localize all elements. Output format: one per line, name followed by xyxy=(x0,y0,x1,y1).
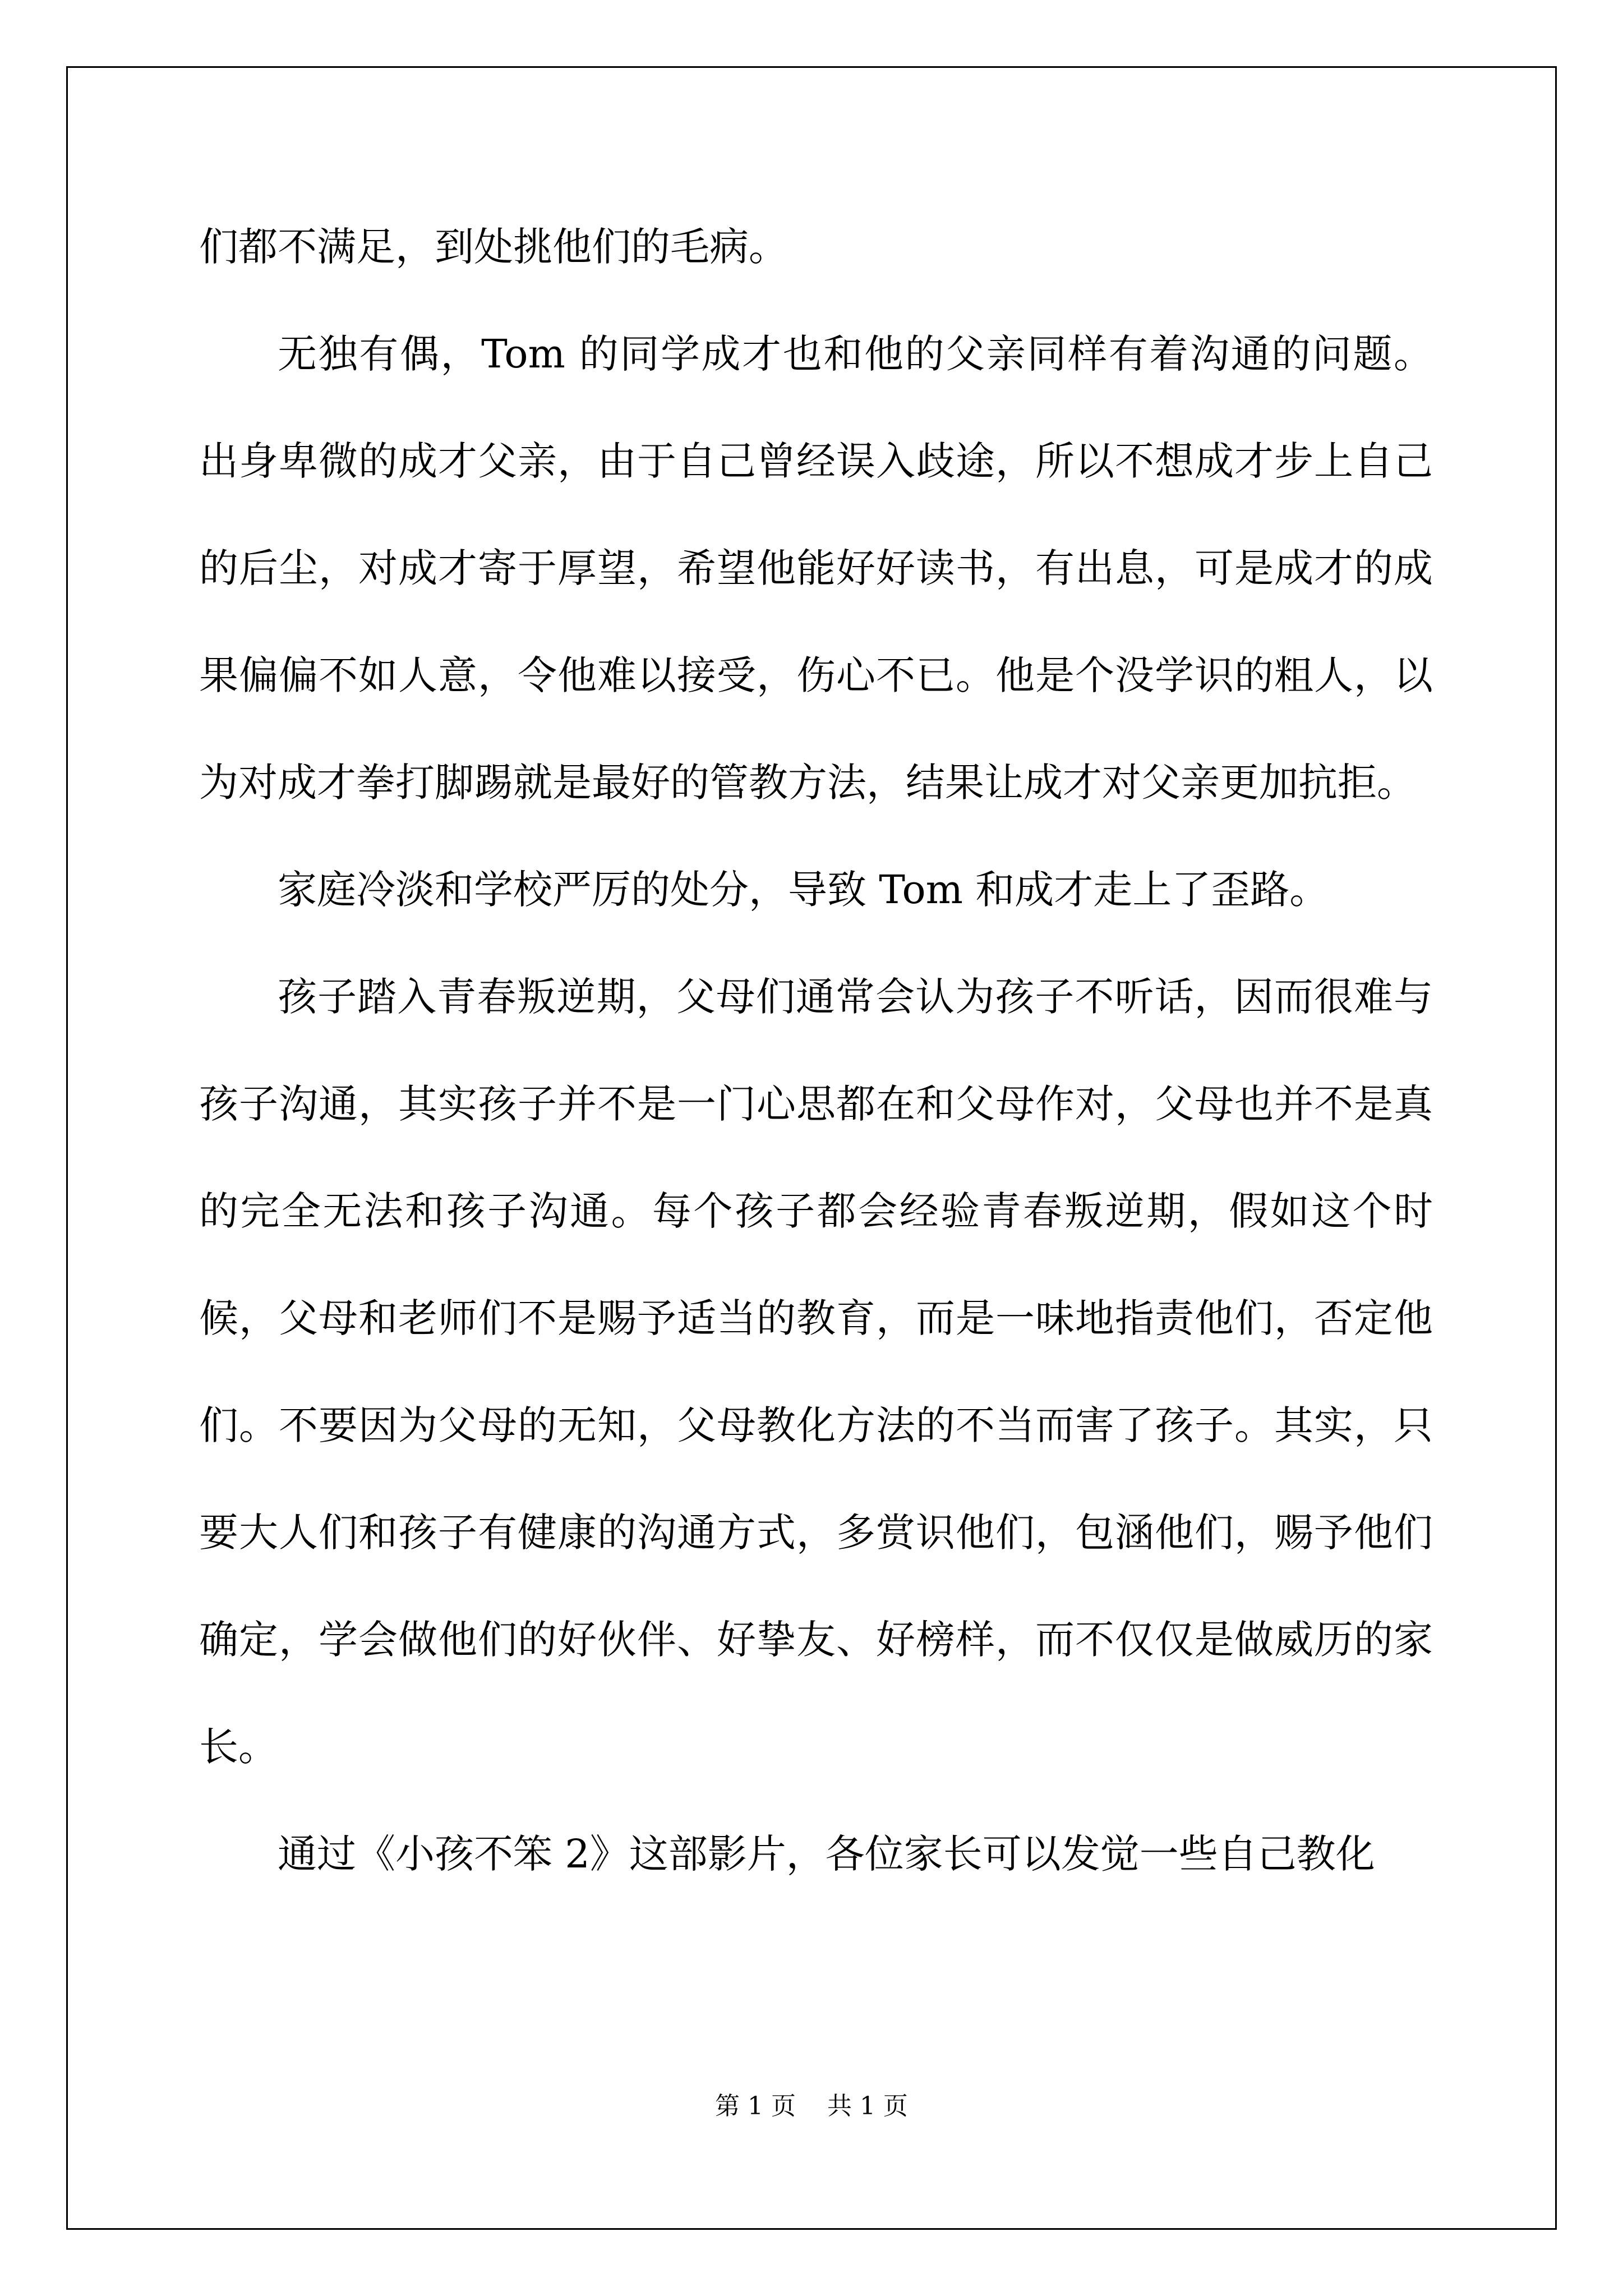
paragraph-4: 孩子踏入青春叛逆期，父母们通常会认为孩子不听话，因而很难与孩子沟通，其实孩子并不是一门心思都在和父母作对，父母也并不是真的完全无法和孩子沟通。每个孩子都会经验青春叛逆期，假如这个时候，父母和老师们不是赐予适当的教育，而是一味地指责他们，否定他们。不要因为父母的无知，父母教化方法的不当而害了孩子。其实，只要大人们和孩子有健康的沟通方式，多赏识他们，包涵他们，赐予他们确定，学会做他们的好伙伴、好挚友、好榜样，而不仅仅是做威历的家长。 xyxy=(199,974,1433,1770)
page-number-footer: 第 1 页 共 1 页 xyxy=(715,2092,908,2120)
body-text xyxy=(199,194,1433,1908)
paragraph-1: 们都不满足，到处挑他们的毛病。 xyxy=(199,224,788,270)
paragraph-2: 无独有偶，Tom 的同学成才也和他的父亲同样有着沟通的问题。出身卑微的成才父亲，由于自己曾经误入歧途，所以不想成才步上自己的后尘，对成才寄于厚望，希望他能好好读书，有出息，可是成才的成果偏偏不如人意，令他难以接受，伤心不已。他是个没学识的粗人，以为对成才拳打脚踢就是最好的管教方法，结果让成才对父亲更加抗拒。 xyxy=(199,331,1433,806)
paragraph-5: 通过《小孩不笨 2》这部影片，各位家长可以发觉一些自己教化 xyxy=(278,1831,1375,1877)
paragraph-3: 家庭冷淡和学校严厉的处分，导致 Tom 和成才走上了歪路。 xyxy=(278,867,1329,913)
